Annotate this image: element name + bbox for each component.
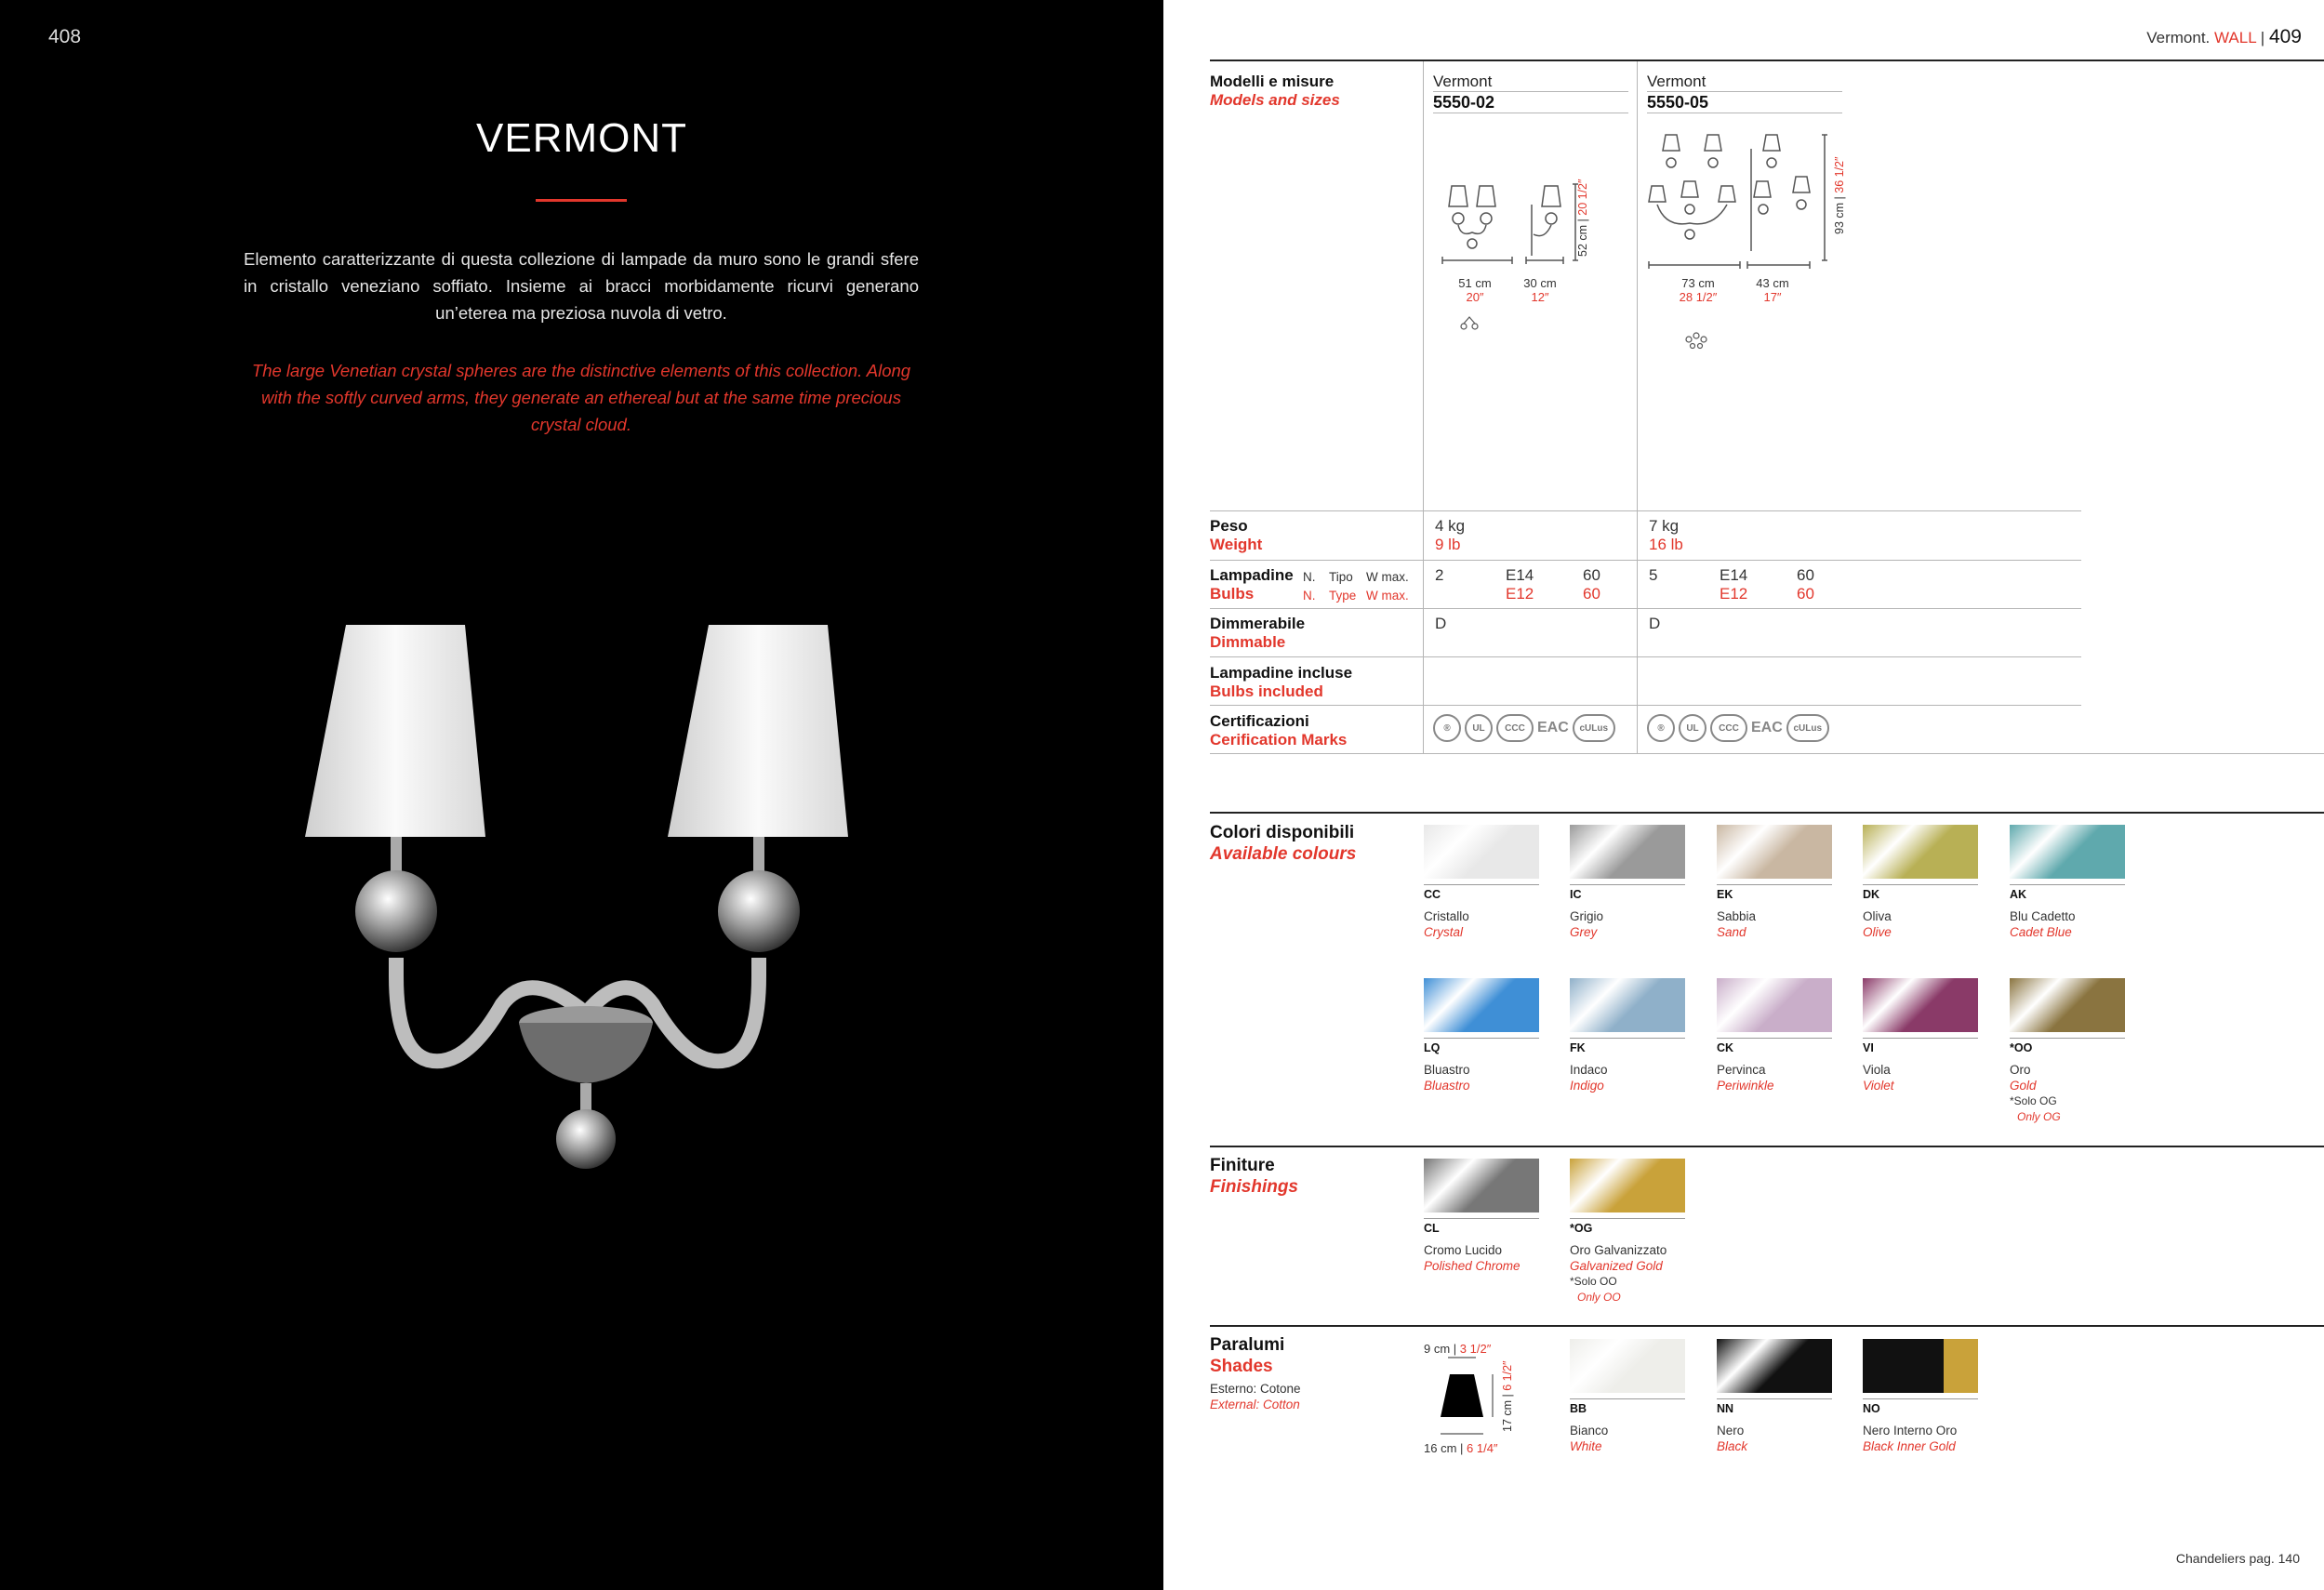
swatch-nn <box>1717 1339 1832 1393</box>
header-category: WALL <box>2214 29 2257 46</box>
swatch-name-en: Periwinkle <box>1717 1079 1774 1093</box>
label-dimmable: Dimmerabile Dimmable <box>1210 615 1306 651</box>
culus-mark-icon: cULus <box>1786 714 1829 742</box>
swatch-name-it: Oliva <box>1863 909 1892 923</box>
label-colours: Colori disponibili Available colours <box>1210 823 1357 864</box>
swatch-rule <box>1717 1398 1832 1399</box>
model-1-bulbs-n: 2 <box>1435 566 1444 584</box>
swatch-name-it: Viola <box>1863 1063 1891 1077</box>
ccc-mark-icon: CCC <box>1496 714 1534 742</box>
swatch-name-en: White <box>1570 1439 1602 1453</box>
swatch-rule <box>1863 884 1978 885</box>
model-2-bulbs-type: E14 E12 <box>1720 566 1748 603</box>
swatch-name-it: Oro <box>2010 1063 2031 1077</box>
swatch-ic <box>1570 825 1685 879</box>
swatch-name-it: Bianco <box>1570 1424 1609 1438</box>
header-collection: Vermont. <box>2146 29 2211 46</box>
finishings-rule <box>1210 1146 2324 1147</box>
model-1-height: 52 cm | 20 1/2″ <box>1576 179 1589 257</box>
swatch-oo <box>2010 978 2125 1032</box>
swatch-code: EK <box>1717 888 1733 901</box>
swatch-label <box>1863 908 1892 940</box>
header-divider: | <box>2260 29 2265 46</box>
swatch-ak <box>2010 825 2125 879</box>
bulbs-n-header: N. N. <box>1303 570 1316 603</box>
row-rule-cert <box>1210 705 2081 706</box>
swatch-name-en: Bluastro <box>1424 1079 1470 1093</box>
swatch-label <box>2010 908 2076 940</box>
swatch-name-it: Nero <box>1717 1424 1745 1438</box>
shade-drawing <box>1431 1356 1506 1439</box>
swatch-no <box>1863 1339 1978 1393</box>
running-header <box>2146 26 2302 48</box>
swatch-rule <box>1717 1038 1832 1039</box>
model-1-drawing <box>1433 167 1628 270</box>
bulbs-type-header: Tipo Type <box>1329 570 1357 603</box>
label-bulbs: Lampadine Bulbs <box>1210 566 1294 603</box>
swatch-name-it: Indaco <box>1570 1063 1608 1077</box>
swatch-label <box>1863 1062 1894 1093</box>
swatch-name-it: Oro Galvanizzato <box>1570 1243 1667 1257</box>
swatch-name-en: Sand <box>1717 925 1746 939</box>
swatch-label <box>1570 908 1603 940</box>
bulbs-wmax-header: W max. W max. <box>1366 570 1409 603</box>
ul-mark-icon: UL <box>1679 714 1706 742</box>
swatch-rule <box>2010 884 2125 885</box>
model-2-name-rule <box>1647 91 1842 92</box>
swatch-rule <box>1424 1218 1539 1219</box>
swatch-name-en: Crystal <box>1424 925 1464 939</box>
swatch-vi <box>1863 978 1978 1032</box>
page-number-right: 409 <box>2268 26 2302 47</box>
description-italian: Elemento caratterizzante di questa collezione di lampade da muro sono le grandi sfere in cristallo veneziano soffiato. Insieme ai bracci morbidamente ricurvi generano un’eterea ma preziosa nuvola di vetro. <box>244 249 919 323</box>
swatch-code: NO <box>1863 1402 1880 1415</box>
collection-title: VERMONT <box>476 115 687 161</box>
swatch-fk <box>1570 978 1685 1032</box>
swatch-name-it: Cromo Lucido <box>1424 1243 1503 1257</box>
swatch-code: CC <box>1424 888 1441 901</box>
model-1-depth: 30 cm 12″ <box>1523 276 1557 304</box>
label-bulbs-included: Lampadine incluse Bulbs included <box>1210 664 1353 700</box>
label-certifications: Certificazioni Cerification Marks <box>1210 712 1348 749</box>
swatch-name-it: Pervinca <box>1717 1063 1766 1077</box>
swatch-code: IC <box>1570 888 1582 901</box>
swatch-rule <box>1863 1398 1978 1399</box>
swatch-note-en: Only OG <box>2017 1110 2061 1123</box>
swatch-name-it: Nero Interno Oro <box>1863 1424 1958 1438</box>
model-1-name: Vermont <box>1433 73 1493 90</box>
swatch-rule <box>1424 1038 1539 1039</box>
title-underline <box>536 199 627 202</box>
model-1-cert-marks <box>1433 714 1615 742</box>
model-2-bulbs-w: 60 60 <box>1797 566 1814 603</box>
swatch-ek <box>1717 825 1832 879</box>
model-2-name: Vermont <box>1647 73 1706 90</box>
swatch-name-en: Galvanized Gold <box>1570 1259 1663 1273</box>
model-2-bulbs-n: 5 <box>1649 566 1658 584</box>
swatch-code: VI <box>1863 1041 1874 1054</box>
swatch-name-en: Gold <box>2010 1079 2037 1093</box>
model-2-width: 73 cm 28 1/2″ <box>1679 276 1718 304</box>
row-rule-cert-bottom <box>1210 753 2324 754</box>
swatch-rule <box>1570 1038 1685 1039</box>
swatch-rule <box>1570 1218 1685 1219</box>
shades-rule <box>1210 1325 2324 1327</box>
swatch-note-it: *Solo OO <box>1570 1275 1617 1288</box>
label-finishings: Finiture Finishings <box>1210 1156 1298 1197</box>
swatch-code: CL <box>1424 1222 1440 1235</box>
swatch-label <box>1717 1423 1747 1454</box>
swatch-label <box>1570 1062 1608 1093</box>
swatch-og <box>1570 1159 1685 1212</box>
swatch-name-it: Grigio <box>1570 909 1604 923</box>
column-separator-1 <box>1423 61 1424 753</box>
model-1-dimmable: D <box>1435 615 1447 632</box>
swatch-label <box>1570 1242 1667 1305</box>
swatch-code: CK <box>1717 1041 1734 1054</box>
model-2-height: 93 cm | 36 1/2″ <box>1833 156 1846 234</box>
swatch-label <box>1863 1423 1957 1454</box>
swatch-name-en: Black <box>1717 1439 1748 1453</box>
model-1-bulb-config-icon <box>1459 314 1480 331</box>
swatch-label <box>1717 908 1756 940</box>
top-rule <box>1210 60 2324 61</box>
model-1-weight: 4 kg 9 lb <box>1435 517 1466 553</box>
column-separator-2 <box>1637 61 1638 753</box>
swatch-cl <box>1424 1159 1539 1212</box>
wall-lamp-photo <box>288 614 883 1190</box>
swatch-rule <box>1717 884 1832 885</box>
model-1-code: 5550-02 <box>1433 93 1495 112</box>
swatch-label <box>1424 1062 1470 1093</box>
swatch-code: BB <box>1570 1402 1587 1415</box>
model-2-cert-marks <box>1647 714 1829 742</box>
swatch-lq <box>1424 978 1539 1032</box>
swatch-label <box>1717 1062 1774 1093</box>
model-1-bulbs-w: 60 60 <box>1583 566 1600 603</box>
row-rule-bulbs-included <box>1210 656 2081 657</box>
swatch-name-en: Cadet Blue <box>2010 925 2072 939</box>
swatch-name-en: Polished Chrome <box>1424 1259 1521 1273</box>
label-models: Modelli e misure Models and sizes <box>1210 73 1340 109</box>
swatch-code: AK <box>2010 888 2027 901</box>
swatch-rule <box>1570 1398 1685 1399</box>
colours-rule <box>1210 812 2324 814</box>
label-shades: Paralumi Shades <box>1210 1335 1285 1376</box>
culus-mark-icon: cULus <box>1573 714 1615 742</box>
swatch-rule <box>1863 1038 1978 1039</box>
swatch-name-en: Violet <box>1863 1079 1894 1093</box>
model-1-name-rule <box>1433 91 1628 92</box>
swatch-name-it: Sabbia <box>1717 909 1757 923</box>
footer-reference: Chandeliers pag. 140 <box>2175 1551 2300 1566</box>
row-rule-bulbs <box>1210 560 2081 561</box>
right-page <box>1163 0 2324 1590</box>
swatch-dk <box>1863 825 1978 879</box>
swatch-code: DK <box>1863 888 1880 901</box>
model-2-code: 5550-05 <box>1647 93 1709 112</box>
swatch-rule <box>1424 884 1539 885</box>
cert-mark-icon: ® <box>1433 714 1461 742</box>
swatch-code: *OO <box>2010 1041 2033 1054</box>
swatch-note-en: Only OO <box>1577 1291 1621 1304</box>
swatch-label <box>2010 1062 2061 1125</box>
eac-mark-icon: EAC <box>1751 720 1783 735</box>
page-number-left: 408 <box>48 26 82 47</box>
swatch-cc <box>1424 825 1539 879</box>
label-weight: Peso Weight <box>1210 517 1263 553</box>
model-2-dimmable: D <box>1649 615 1661 632</box>
swatch-name-it: Cristallo <box>1424 909 1469 923</box>
shade-height-dim: 17 cm | 6 1/2″ <box>1501 1360 1514 1432</box>
model-2-bulb-config-icon <box>1684 327 1708 350</box>
shade-material: Esterno: Cotone External: Cotton <box>1210 1382 1301 1411</box>
model-2-drawing <box>1647 130 1842 270</box>
eac-mark-icon: EAC <box>1537 720 1569 735</box>
swatch-code: NN <box>1717 1402 1734 1415</box>
model-1-width: 51 cm 20″ <box>1458 276 1492 304</box>
shade-top-dim: 9 cm | 3 1/2″ <box>1424 1342 1492 1356</box>
swatch-note-it: *Solo OG <box>2010 1094 2057 1107</box>
swatch-name-en: Grey <box>1570 925 1598 939</box>
swatch-rule <box>1570 884 1685 885</box>
swatch-name-en: Indigo <box>1570 1079 1604 1093</box>
swatch-label <box>1570 1423 1608 1454</box>
swatch-name-it: Bluastro <box>1424 1063 1470 1077</box>
swatch-code: FK <box>1570 1041 1586 1054</box>
swatch-label <box>1424 908 1469 940</box>
row-rule-dimmable <box>1210 608 2081 609</box>
cert-mark-icon: ® <box>1647 714 1675 742</box>
shade-bottom-dim: 16 cm | 6 1/4″ <box>1424 1441 1498 1455</box>
swatch-name-en: Olive <box>1863 925 1892 939</box>
model-2-depth: 43 cm 17″ <box>1756 276 1789 304</box>
swatch-rule <box>2010 1038 2125 1039</box>
model-2-weight: 7 kg 16 lb <box>1649 517 1683 553</box>
swatch-name-it: Blu Cadetto <box>2010 909 2076 923</box>
swatch-code: LQ <box>1424 1041 1441 1054</box>
swatch-ck <box>1717 978 1832 1032</box>
swatch-code: *OG <box>1570 1222 1593 1235</box>
swatch-name-en: Black Inner Gold <box>1863 1439 1956 1453</box>
swatch-bb <box>1570 1339 1685 1393</box>
ul-mark-icon: UL <box>1465 714 1493 742</box>
row-rule-weight <box>1210 510 2081 511</box>
swatch-label <box>1424 1242 1521 1274</box>
model-1-bulbs-type: E14 E12 <box>1506 566 1534 603</box>
ccc-mark-icon: CCC <box>1710 714 1747 742</box>
description-english: The large Venetian crystal spheres are the distinctive elements of this collection. Along with the softly curved arms, they generate an ethereal but at the same time precious crystal cloud. <box>251 361 911 434</box>
